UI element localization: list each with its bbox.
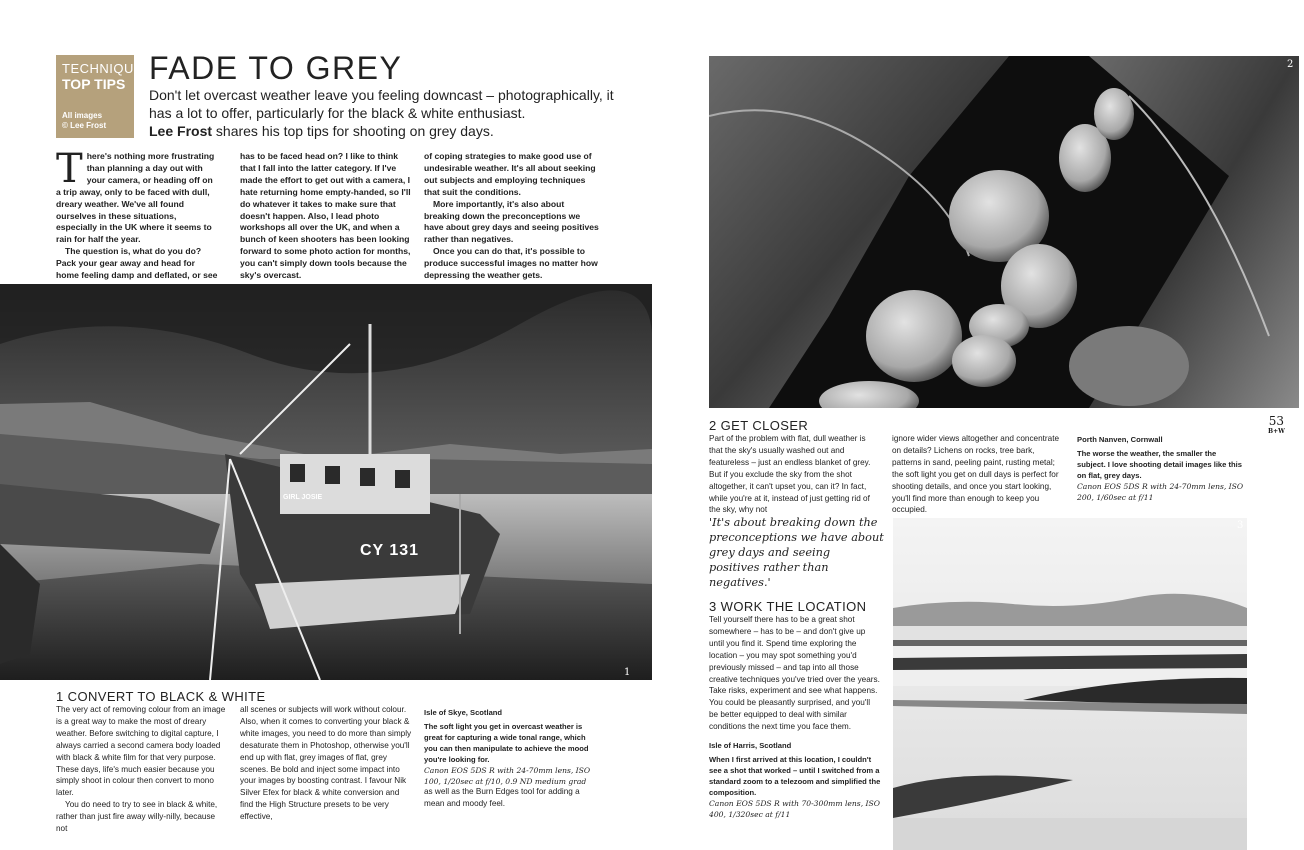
tip2-column-1 <box>709 433 881 516</box>
intro-col1-p2: The question is, what do you do? Pack your gear away and head for home feeling damp and deflated, or see <box>56 246 218 281</box>
standfirst <box>149 86 619 140</box>
tip2-col2-p1: ignore wider views altogether and concentrate on details? Lichens on rocks, tree bark, patterns in sand, peeling paint, rusting metal; the soft light you get on dull days is perfect for shooting details, and once you start looking, you'll find more than enough to keep you occupied. <box>892 434 1060 515</box>
tip3-heading <box>709 599 866 614</box>
tip2-col1-p1: Part of the problem with flat, dull weather is that the sky's usually washed out and featureless – just an endless blanket of grey. But if you exclude the sky from the shot altogether, it can't upset you, can it? In fact, while you're at it, instead of just getting rid of the sky, why not <box>709 434 871 515</box>
badge-top-tips: TOP TIPS <box>62 76 126 92</box>
standfirst-author-rest: shares his top tips for shooting on grey days. <box>215 123 494 139</box>
tip1-column-2 <box>240 704 414 823</box>
standfirst-text: Don't let overcast weather leave you feeling downcast – photographically, it has a lot to offer, particularly for the black & white enthusiast. <box>149 87 614 121</box>
tip1-number: 1 <box>56 689 64 704</box>
tip3-column-1 <box>709 614 881 733</box>
tip2-caption-location: Porth Nanven, Cornwall <box>1077 435 1163 444</box>
tip1-col3-p1: as well as the Burn Edges tool for adding a mean and moody feel. <box>424 787 580 808</box>
tip3-caption-gear: Canon EOS 5DS R with 70-300mm lens, ISO 400, 1/320sec at f/11 <box>709 799 880 819</box>
pebbles-photo-image <box>709 56 1299 408</box>
pull-quote: 'It's about breaking down the preconceptions we have about grey days and seeing positives rather than negatives.' <box>709 516 884 589</box>
tip2-column-2 <box>892 433 1066 516</box>
page-number: 53 <box>1268 414 1285 428</box>
boat-photo <box>0 284 652 680</box>
technique-badge <box>56 55 144 138</box>
tip1-column-1 <box>56 704 228 835</box>
photo-number-2: 2 <box>1287 59 1294 70</box>
pebbles-photo <box>709 56 1299 408</box>
intro-col1-p1: here's nothing more frustrating than planning a day out with your camera, or heading off on a trip away, only to be faced with dull, dreary weather. We've all found ourselves in these situations, especially in the UK where it seems to rain for half the year. <box>56 151 215 245</box>
tip3-title: WORK THE LOCATION <box>720 599 867 614</box>
tip1-caption <box>424 707 596 787</box>
boat-registration: CY 131 <box>360 542 420 559</box>
tip1-title: CONVERT TO BLACK & WHITE <box>67 689 266 704</box>
intro-col3-p3: Once you can do that, it's possible to produce successful images no matter how depressing the weather gets. <box>424 246 598 281</box>
tip3-caption-text: When I first arrived at this location, I couldn't see a shot that worked – until I switched from a standard zoom to a telezoom and simplified the composition. <box>709 755 881 797</box>
tip1-caption-text: The soft light you get in overcast weather is great for capturing a wide tonal range, which you can then manipulate to achieve the mood you're looking for. <box>424 722 589 764</box>
badge-credit-line1: All images <box>62 111 103 120</box>
boat-name: GIRL JOSIE <box>283 494 323 501</box>
tip1-column-3 <box>424 786 598 810</box>
tip2-caption-gear: Canon EOS 5DS R with 24-70mm lens, ISO 200, 1/60sec at f/11 <box>1077 482 1244 502</box>
intro-col3-p2: More importantly, it's also about breaking down the preconceptions we have about grey days and seeing positives rather than negatives. <box>424 198 599 245</box>
tip1-heading <box>56 689 266 704</box>
tip3-number: 3 <box>709 599 717 614</box>
tip2-caption-text: The worse the weather, the smaller the subject. I love shooting detail images like this on flat, grey days. <box>1077 449 1242 480</box>
boat-photo-image <box>0 284 652 680</box>
tip2-heading <box>709 418 808 433</box>
intro-column-3 <box>424 151 600 282</box>
harris-photo <box>893 518 1247 850</box>
harris-photo-image <box>893 518 1247 850</box>
right-page <box>652 0 1304 850</box>
badge-technique: TECHNIQUE <box>62 61 144 76</box>
photo-number-1: 1 <box>624 667 631 678</box>
tip2-title: GET CLOSER <box>720 418 809 433</box>
badge-credit-line2: © Lee Frost <box>62 121 107 130</box>
intro-col2-p1: has to be faced head on? I like to think that I fall into the latter category. If I've made the effort to get out with a camera, I hate returning home empty-handed, so I'll do whatever it takes to make sure that doesn't happen. Also, I lead photo workshops all over the UK, and when a bunch of keen shooters has been looking forward to some photo action for months, you can't simply down tools because the sky's overcast. <box>240 151 411 281</box>
tip1-caption-gear: Canon EOS 5DS R with 24-70mm lens, ISO 100, 1/20sec at f/10, 0.9 ND medium grad <box>424 766 591 786</box>
author-name: Lee Frost <box>149 123 213 139</box>
page-title: FADE TO GREY <box>149 50 403 86</box>
drop-cap: T <box>56 146 83 192</box>
folio <box>1268 414 1285 435</box>
intro-col3-p1: of coping strategies to make good use of undesirable weather. It's all about seeking out subjects and employing techniques that suit the conditions. <box>424 151 596 197</box>
tip1-col2-p1: all scenes or subjects will work without colour. Also, when it comes to converting your black & white images, you need to do more than simply desaturate them in Photoshop, otherwise you'll end up with flat, grey images of flat, grey scenes. Be bold and inject some impact into your images by boosting contrast. I favour Nik Silver Efex for black & white conversion and find the High Structure presets to be very effective, <box>240 705 412 822</box>
tip3-col1-p1: Tell yourself there has to be a great shot somewhere – has to be – and don't give up until you find it. Spend time exploring the location – you may spot something you'd previously missed – and tap into all those creative techniques you've tried over the years. Take risks, experiment and see what happens. You could be pleasantly surprised, and you'll be better equipped to deal with similar conditions the next time you face them. <box>709 615 880 732</box>
tip1-col1-p2: You do need to try to see in black & white, rather than just fire away willy-nilly, because not <box>56 800 218 834</box>
tip2-caption <box>1077 434 1247 503</box>
badge-credit <box>62 111 106 131</box>
intro-column-1 <box>56 146 218 306</box>
tip1-col1-p1: The very act of removing colour from an image is a great way to make the most of dreary weather. Before switching to digital capture, I always carried a second camera body loaded with black & white film for that very purpose. These days, life's much easier because you simply shoot in colour then convert to mono later. <box>56 705 226 798</box>
tip1-caption-location: Isle of Skye, Scotland <box>424 708 503 717</box>
intro-column-2 <box>240 151 412 306</box>
tip3-caption-location: Isle of Harris, Scotland <box>709 741 792 750</box>
tip2-number: 2 <box>709 418 717 433</box>
magazine-mark: B+W <box>1268 428 1285 435</box>
tip3-caption <box>709 740 881 820</box>
photo-number-3: 3 <box>1237 520 1244 531</box>
